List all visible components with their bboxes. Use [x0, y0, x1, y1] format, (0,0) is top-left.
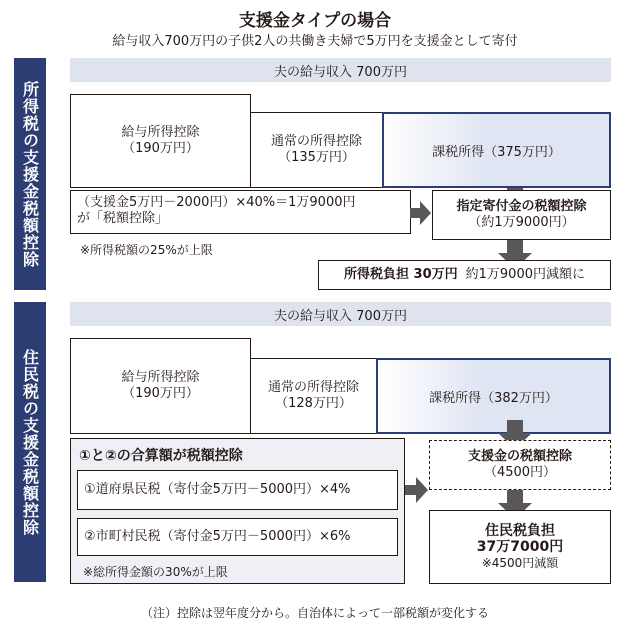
- resident-tax-header-text: 夫の給与収入 700万円: [274, 308, 407, 324]
- resident-tax-credit-label: 支援金の税額控除: [467, 449, 572, 464]
- income-tax-credit-value: （約1万9000円）: [468, 215, 575, 230]
- diagram-subtitle: 給与収入700万円の子供2人の共働き夫婦で5万円を支援金として寄付: [112, 34, 518, 49]
- income-tax-side-label: [14, 58, 46, 290]
- resident-tax-burden-label: 住民税負担: [485, 523, 555, 539]
- income-tax-taxable-income-box: [382, 112, 611, 188]
- resident-tax-income-deduction-label: 通常の所得控除: [267, 380, 359, 395]
- income-tax-formula-box: [70, 190, 411, 234]
- resident-tax-cap-note: ※総所得金額の30%が上限: [83, 565, 228, 579]
- resident-tax-right-arrow: [405, 476, 429, 504]
- income-tax-income-deduction-box: [250, 112, 383, 188]
- income-tax-credit-box: [432, 190, 611, 240]
- resident-tax-taxable-income-text: 課税所得（382万円）: [429, 390, 558, 406]
- income-tax-formula-line1: （支援金5万円－2000円）×40%＝1万9000円: [77, 195, 356, 210]
- footnote: （注）控除は翌年度分から。自治体によって一部税額が変化する: [140, 606, 489, 620]
- income-tax-right-arrow: [410, 200, 432, 226]
- income-tax-income-deduction-value: （135万円）: [278, 150, 355, 165]
- income-tax-side-label-text: 所得税の支援金税額控除: [20, 80, 40, 268]
- resident-tax-municipal-text: ②市町村民税（寄付金5万円－5000円）×6%: [84, 529, 351, 544]
- resident-tax-salary-deduction-box: [70, 338, 251, 434]
- income-tax-credit-label: 指定寄付金の税額控除: [456, 199, 587, 214]
- income-tax-salary-deduction-box: [70, 94, 251, 188]
- resident-tax-burden-note: ※4500円減額: [481, 556, 559, 570]
- resident-tax-combined-box: [70, 438, 405, 584]
- resident-tax-taxable-income-box: [376, 358, 611, 434]
- resident-tax-income-deduction-box: [250, 358, 377, 434]
- resident-tax-prefectural-text: ①道府県民税（寄付金5万円－5000円）×4%: [84, 482, 351, 497]
- resident-tax-salary-deduction-value: （190万円）: [122, 386, 199, 401]
- resident-tax-income-deduction-value: （128万円）: [275, 396, 352, 411]
- income-tax-income-deduction-label: 通常の所得控除: [270, 134, 362, 149]
- resident-tax-credit-value: （4500円）: [483, 465, 557, 480]
- resident-tax-municipal-item: [77, 518, 398, 556]
- income-tax-formula-line2: が「税額控除」: [77, 211, 169, 226]
- income-tax-burden-box: [318, 260, 611, 290]
- resident-tax-prefectural-item: [77, 470, 398, 510]
- resident-tax-side-label: [14, 302, 46, 582]
- resident-tax-burden-box: [429, 510, 611, 584]
- income-tax-burden-reduction: 約1万9000円減額に: [465, 267, 585, 282]
- resident-tax-salary-deduction-label: 給与所得控除: [121, 370, 200, 385]
- income-tax-salary-deduction-label: 給与所得控除: [121, 125, 200, 140]
- income-tax-burden-amount: 所得税負担 30万円: [344, 267, 458, 282]
- resident-tax-combined-title: ①と②の合算額が税額控除: [79, 448, 243, 464]
- resident-tax-side-label-text: 住民税の支援金税額控除: [20, 348, 40, 536]
- income-tax-salary-deduction-value: （190万円）: [122, 141, 199, 156]
- resident-tax-burden-value: 37万7000円: [476, 539, 564, 555]
- resident-tax-credit-box: [429, 440, 611, 490]
- income-tax-header: [70, 58, 611, 82]
- resident-tax-header: [70, 302, 611, 326]
- income-tax-header-text: 夫の給与収入 700万円: [274, 64, 407, 80]
- income-tax-cap-note: ※所得税額の25%が上限: [80, 243, 213, 257]
- income-tax-taxable-income-text: 課税所得（375万円）: [432, 144, 561, 160]
- diagram-title: 支援金タイプの場合: [238, 11, 392, 31]
